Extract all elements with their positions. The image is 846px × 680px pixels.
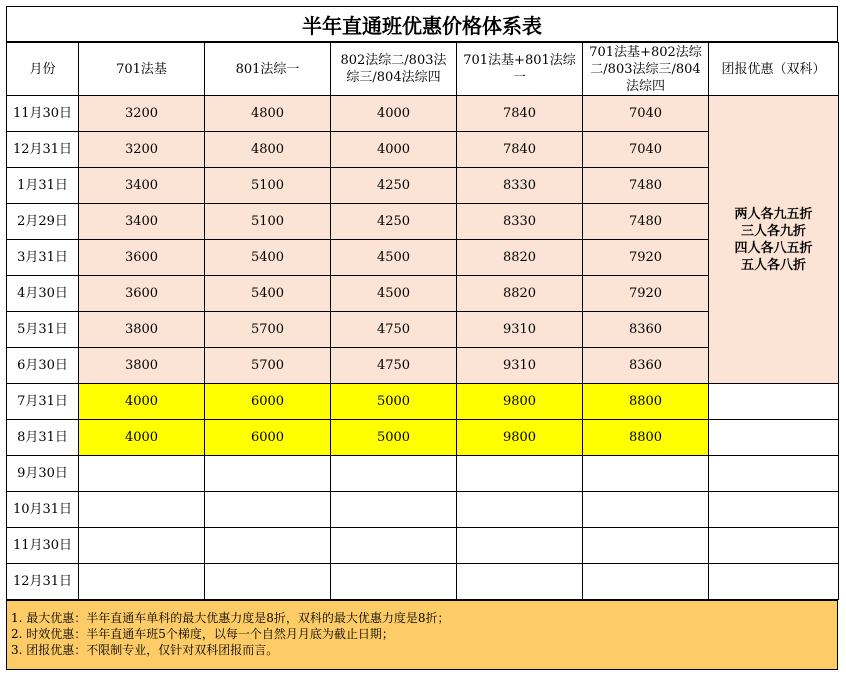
price-cell: 5700 bbox=[205, 348, 331, 384]
price-cell: 8360 bbox=[583, 312, 709, 348]
group-discount-empty-cell bbox=[709, 420, 839, 456]
month-cell: 2月29日 bbox=[7, 204, 79, 240]
table-row bbox=[7, 492, 839, 528]
price-cell bbox=[583, 564, 709, 600]
price-cell: 7840 bbox=[457, 132, 583, 168]
price-cell: 3400 bbox=[79, 168, 205, 204]
price-cell: 4000 bbox=[331, 132, 457, 168]
price-cell: 4250 bbox=[331, 168, 457, 204]
group-discount-empty-cell bbox=[709, 564, 839, 600]
note-3: 3. 团报优惠：不限制专业，仅针对双科团报而言。 bbox=[11, 643, 279, 657]
price-cell: 8360 bbox=[583, 348, 709, 384]
header-row bbox=[7, 43, 839, 96]
price-cell: 5400 bbox=[205, 240, 331, 276]
header-701-802-803-804: 701法基+802法综二/803法综三/804法综四 bbox=[583, 43, 709, 96]
price-cell bbox=[583, 492, 709, 528]
price-cell bbox=[331, 564, 457, 600]
table-row bbox=[7, 456, 839, 492]
price-cell bbox=[331, 456, 457, 492]
price-cell: 8800 bbox=[583, 420, 709, 456]
group-discount-line: 两人各九五折 bbox=[734, 206, 813, 222]
group-discount-line: 三人各九折 bbox=[740, 223, 806, 239]
price-cell: 8330 bbox=[457, 168, 583, 204]
price-cell: 5100 bbox=[205, 168, 331, 204]
month-cell: 11月30日 bbox=[7, 528, 79, 564]
price-cell: 7480 bbox=[583, 204, 709, 240]
month-cell: 10月31日 bbox=[7, 492, 79, 528]
group-discount-line: 四人各八五折 bbox=[734, 240, 813, 256]
price-cell: 5000 bbox=[331, 420, 457, 456]
price-cell: 4500 bbox=[331, 276, 457, 312]
price-cell: 7040 bbox=[583, 96, 709, 132]
price-cell: 4800 bbox=[205, 132, 331, 168]
header-701: 701法基 bbox=[79, 43, 205, 96]
price-cell: 4000 bbox=[79, 420, 205, 456]
price-cell bbox=[205, 492, 331, 528]
price-cell: 4500 bbox=[331, 240, 457, 276]
price-cell: 9310 bbox=[457, 312, 583, 348]
month-cell: 12月31日 bbox=[7, 132, 79, 168]
header-group-discount: 团报优惠（双科） bbox=[709, 43, 839, 96]
price-cell bbox=[457, 528, 583, 564]
price-cell: 6000 bbox=[205, 384, 331, 420]
price-cell: 7920 bbox=[583, 276, 709, 312]
price-cell bbox=[331, 528, 457, 564]
price-cell: 9800 bbox=[457, 420, 583, 456]
price-sheet bbox=[6, 6, 838, 675]
month-cell: 8月31日 bbox=[7, 420, 79, 456]
price-cell: 8820 bbox=[457, 276, 583, 312]
notes-box bbox=[6, 600, 838, 670]
price-cell: 5100 bbox=[205, 204, 331, 240]
price-cell bbox=[583, 456, 709, 492]
header-802-803-804: 802法综二/803法综三/804法综四 bbox=[331, 43, 457, 96]
price-cell: 9800 bbox=[457, 384, 583, 420]
price-table bbox=[6, 42, 839, 600]
month-cell: 4月30日 bbox=[7, 276, 79, 312]
price-cell bbox=[205, 456, 331, 492]
price-cell: 4750 bbox=[331, 348, 457, 384]
price-cell bbox=[331, 492, 457, 528]
group-discount-empty-cell bbox=[709, 528, 839, 564]
price-cell bbox=[583, 528, 709, 564]
price-cell: 7040 bbox=[583, 132, 709, 168]
month-cell: 3月31日 bbox=[7, 240, 79, 276]
table-row bbox=[7, 528, 839, 564]
price-cell bbox=[79, 456, 205, 492]
price-cell: 6000 bbox=[205, 420, 331, 456]
note-2: 2. 时效优惠：半年直通车班5个梯度，以每一个自然月月底为截止日期； bbox=[11, 627, 394, 641]
month-cell: 9月30日 bbox=[7, 456, 79, 492]
price-cell: 3200 bbox=[79, 132, 205, 168]
header-701-801: 701法基+801法综一 bbox=[457, 43, 583, 96]
price-cell: 7480 bbox=[583, 168, 709, 204]
table-row bbox=[7, 96, 839, 132]
price-cell bbox=[205, 564, 331, 600]
price-cell: 3600 bbox=[79, 276, 205, 312]
table-row bbox=[7, 564, 839, 600]
month-cell: 11月30日 bbox=[7, 96, 79, 132]
price-cell: 4000 bbox=[79, 384, 205, 420]
price-cell: 4000 bbox=[331, 96, 457, 132]
price-cell: 7920 bbox=[583, 240, 709, 276]
group-discount-empty-cell bbox=[709, 492, 839, 528]
header-801: 801法综一 bbox=[205, 43, 331, 96]
price-cell: 7840 bbox=[457, 96, 583, 132]
header-month: 月份 bbox=[7, 43, 79, 96]
month-cell: 7月31日 bbox=[7, 384, 79, 420]
price-cell: 3200 bbox=[79, 96, 205, 132]
price-cell: 8800 bbox=[583, 384, 709, 420]
price-cell: 3800 bbox=[79, 348, 205, 384]
note-1: 1. 最大优惠：半年直通车单科的最大优惠力度是8折，双科的最大优惠力度是8折； bbox=[11, 611, 450, 625]
price-cell bbox=[457, 492, 583, 528]
month-cell: 12月31日 bbox=[7, 564, 79, 600]
table-row bbox=[7, 384, 839, 420]
group-discount-cell bbox=[709, 96, 839, 384]
price-cell bbox=[79, 492, 205, 528]
price-cell: 3600 bbox=[79, 240, 205, 276]
price-cell bbox=[79, 528, 205, 564]
price-cell: 4250 bbox=[331, 204, 457, 240]
price-cell: 5400 bbox=[205, 276, 331, 312]
price-cell bbox=[205, 528, 331, 564]
price-cell bbox=[79, 564, 205, 600]
price-cell: 8330 bbox=[457, 204, 583, 240]
group-discount-line: 五人各八折 bbox=[740, 257, 806, 273]
group-discount-empty-cell bbox=[709, 456, 839, 492]
price-cell bbox=[457, 564, 583, 600]
price-cell: 8820 bbox=[457, 240, 583, 276]
group-discount-empty-cell bbox=[709, 384, 839, 420]
price-cell: 4800 bbox=[205, 96, 331, 132]
sheet-title: 半年直通班优惠价格体系表 bbox=[6, 6, 838, 42]
price-cell: 9310 bbox=[457, 348, 583, 384]
price-cell: 3800 bbox=[79, 312, 205, 348]
price-cell bbox=[457, 456, 583, 492]
price-cell: 4750 bbox=[331, 312, 457, 348]
price-cell: 5700 bbox=[205, 312, 331, 348]
month-cell: 6月30日 bbox=[7, 348, 79, 384]
month-cell: 1月31日 bbox=[7, 168, 79, 204]
price-cell: 5000 bbox=[331, 384, 457, 420]
table-row bbox=[7, 420, 839, 456]
price-cell: 3400 bbox=[79, 204, 205, 240]
month-cell: 5月31日 bbox=[7, 312, 79, 348]
